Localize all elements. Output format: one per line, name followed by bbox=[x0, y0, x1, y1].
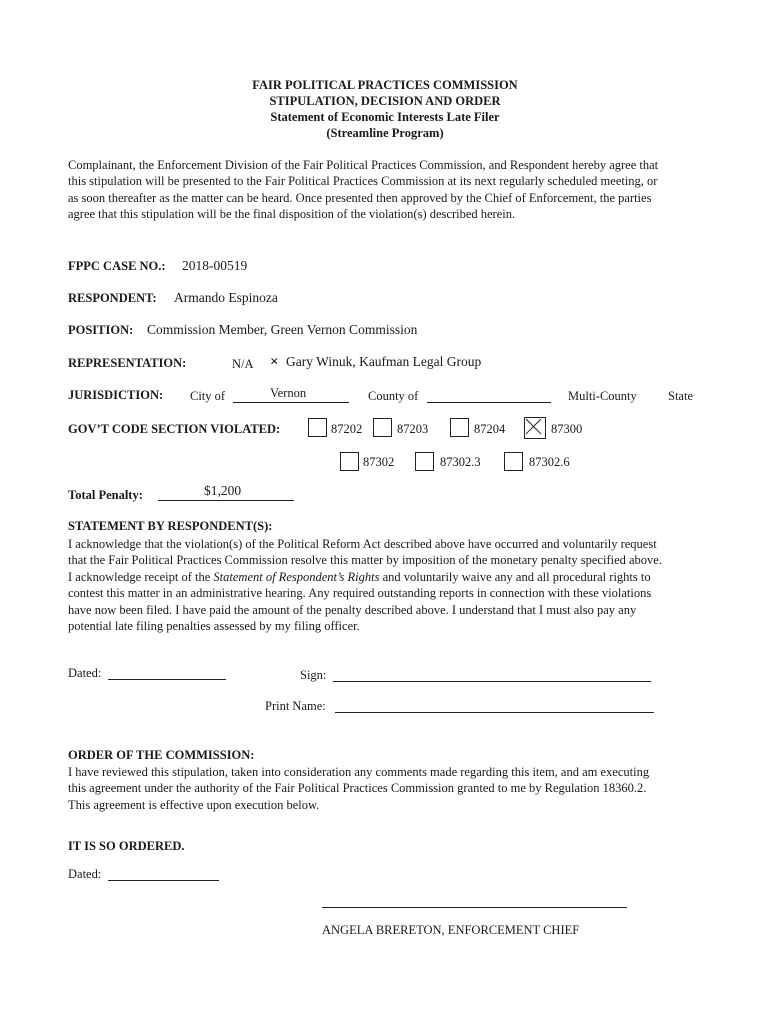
statement-paragraph: I acknowledge that the violation(s) of the Political Reform Act described above have occurred and voluntarily request that the Fair Political Practices Commission resolve this matter by imposition of the monetary penalty specified above. I acknowledge receipt of the Statement of Respondent’s Rights and voluntarily waive any and all procedural rights to contest this matter in an administrative hearing. Any required outstanding reports in connection with these violations have now been filed. I have paid the amount of the penalty described above. I understand that I must also pay any potential late filing penalties assessed by my filing officer. bbox=[68, 537, 662, 634]
order-dated-line[interactable] bbox=[108, 880, 219, 881]
order-heading: ORDER OF THE COMMISSION: bbox=[68, 748, 255, 762]
penalty-value[interactable]: $1,200 bbox=[204, 483, 242, 498]
order-dated-label: Dated: bbox=[68, 867, 102, 881]
code-87204: 87204 bbox=[474, 422, 506, 436]
state-option[interactable]: State bbox=[668, 389, 693, 403]
print-name-label: Print Name: bbox=[265, 699, 326, 713]
county-line[interactable] bbox=[427, 402, 551, 403]
representation-label: REPRESENTATION: bbox=[68, 356, 187, 370]
rights-title: Statement of Respondent’s Rights bbox=[213, 569, 380, 584]
respondent-value[interactable]: Armando Espinoza bbox=[174, 290, 278, 305]
form-program: (Streamline Program) bbox=[326, 126, 444, 140]
checkbox-87202[interactable] bbox=[308, 418, 327, 437]
code-87302-3: 87302.3 bbox=[440, 455, 481, 469]
intro-paragraph: Complainant, the Enforcement Division of the Fair Political Practices Commission, and Respondent hereby agree that this stipulation will be presented to the Fair Political Practices Commission at its next regularly scheduled meeting, or as soon thereafter as the matter can be heard. Once presented then approved by the Chief of Enforcement, the parties agree that this stipulation will be the final disposition of the violation(s) described herein. bbox=[68, 158, 659, 222]
form-subtitle: STIPULATION, DECISION AND ORDER bbox=[269, 94, 501, 108]
print-name-line[interactable] bbox=[335, 712, 654, 713]
code-87302: 87302 bbox=[363, 455, 395, 469]
position-value[interactable]: Commission Member, Green Vernon Commission bbox=[147, 322, 418, 337]
city-label: City of bbox=[190, 389, 226, 403]
code-87302-6: 87302.6 bbox=[529, 455, 570, 469]
checkbox-87302-6[interactable] bbox=[504, 452, 523, 471]
position-label: POSITION: bbox=[68, 323, 134, 337]
city-line bbox=[233, 402, 349, 403]
form-title: FAIR POLITICAL PRACTICES COMMISSION bbox=[252, 78, 518, 92]
checkbox-87300-checked[interactable] bbox=[524, 417, 546, 439]
city-value[interactable]: Vernon bbox=[270, 386, 307, 400]
checkbox-87203[interactable] bbox=[373, 418, 392, 437]
x-mark-icon: × bbox=[270, 354, 279, 370]
jurisdiction-label: JURISDICTION: bbox=[68, 388, 164, 402]
case-number-label: FPPC CASE NO.: bbox=[68, 259, 166, 273]
representation-na-option[interactable]: N/A bbox=[232, 357, 254, 371]
checkbox-87204[interactable] bbox=[450, 418, 469, 437]
form-type: Statement of Economic Interests Late Filer bbox=[270, 110, 500, 124]
signer-name: ANGELA BRERETON, ENFORCEMENT CHIEF bbox=[322, 923, 580, 937]
sign-line[interactable] bbox=[333, 681, 651, 682]
gov-code-label: GOV’T CODE SECTION VIOLATED: bbox=[68, 422, 281, 436]
code-87300: 87300 bbox=[551, 422, 583, 436]
code-87203: 87203 bbox=[397, 422, 429, 436]
representation-value[interactable]: Gary Winuk, Kaufman Legal Group bbox=[286, 354, 482, 369]
order-paragraph: I have reviewed this stipulation, taken into consideration any comments made regarding this item, and am executing this agreement under the authority of the Fair Political Practices Commission granted to me by Regulation 18360.2. This agreement is effective upon execution below. bbox=[68, 765, 650, 812]
case-number-value[interactable]: 2018-00519 bbox=[182, 258, 248, 273]
sign-label: Sign: bbox=[300, 668, 327, 682]
county-label: County of bbox=[368, 389, 419, 403]
dated-line[interactable] bbox=[108, 679, 226, 680]
checkbox-87302[interactable] bbox=[340, 452, 359, 471]
so-ordered: IT IS SO ORDERED. bbox=[68, 839, 185, 853]
respondent-label: RESPONDENT: bbox=[68, 291, 157, 305]
dated-label: Dated: bbox=[68, 666, 102, 680]
chief-signature-line[interactable] bbox=[322, 907, 627, 908]
multi-county-option[interactable]: Multi-County bbox=[568, 389, 637, 403]
penalty-label: Total Penalty: bbox=[68, 488, 143, 502]
code-87202: 87202 bbox=[331, 422, 363, 436]
statement-heading: STATEMENT BY RESPONDENT(S): bbox=[68, 519, 273, 533]
checkbox-87302-3[interactable] bbox=[415, 452, 434, 471]
penalty-line bbox=[158, 500, 294, 501]
